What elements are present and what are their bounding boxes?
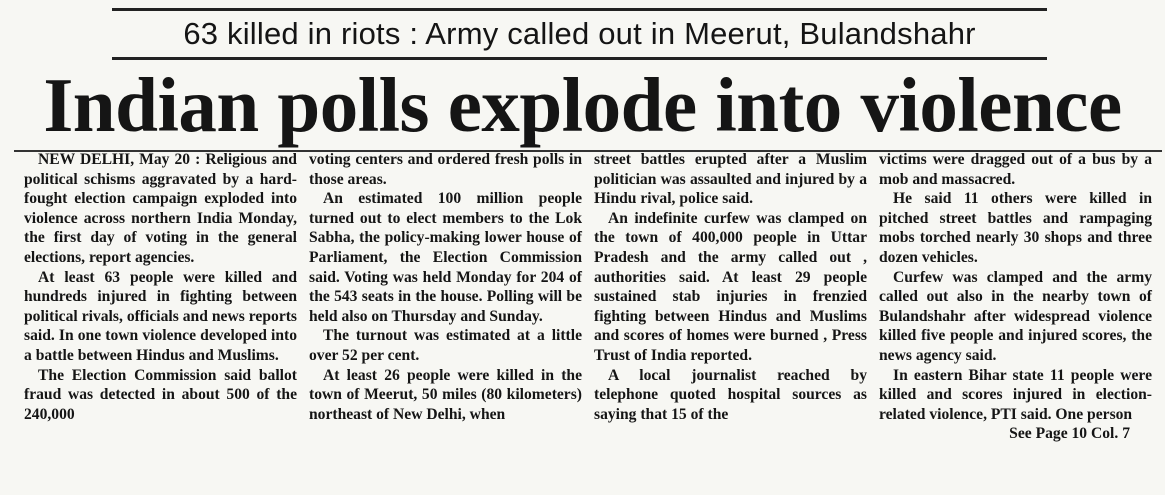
paragraph-9: He said 11 others were killed in pitched street battles and rampaging mobs torched nearly 30 shops and three dozen vehicles. — [879, 190, 1152, 266]
paragraph-2: At least 63 people were killed and hundreds injured in fighting between political rivals, officials and news reports said. In one town violence developed into a battle between Hindus and Muslims. — [24, 268, 297, 364]
article-columns — [18, 150, 1160, 495]
paragraph-11: In eastern Bihar state 11 people were killed and scores injured in election-related violence, PTI said. One person — [879, 366, 1152, 423]
paragraph-continued: street battles erupted after a Muslim politician was assaulted and injured by a Hindu rival, police said. — [594, 151, 867, 208]
paragraph-text: Religious and political schisms aggravated by a hard-fought election campaign exploded into violence across northern India Monday, the first day of voting in the general elections, report agencies. — [24, 151, 297, 266]
paragraph-6: At least 26 people were killed in the town of Meerut, 50 miles (80 kilometers) northeast of New Delhi, when — [309, 366, 582, 423]
column-2 — [303, 150, 588, 495]
column-1 — [18, 150, 303, 495]
kicker-banner — [112, 8, 1047, 60]
paragraph-4: An estimated 100 million people turned out to elect members to the Lok Sabha, the policy-making lower house of Parliament, the Election Commission said. Voting was held Monday for 204 of the 543 seats in the house. Polling will be held also on Thursday and Sunday. — [309, 190, 582, 325]
paragraph-continued: voting centers and ordered fresh polls in those areas. — [309, 151, 582, 188]
paragraph-5: The turnout was estimated at a little over 52 per cent. — [309, 327, 582, 364]
paragraph-1 — [24, 150, 297, 268]
paragraph-continued: victims were dragged out of a bus by a mob and massacred. — [879, 151, 1152, 188]
paragraph-3: The Election Commission said ballot fraud was detected in about 500 of the 240,000 — [24, 366, 297, 423]
column-3 — [588, 150, 873, 495]
headline: Indian polls explode into violence — [43, 62, 1122, 148]
jump-line[interactable]: See Page 10 Col. 7 — [1009, 425, 1130, 443]
dateline: NEW DELHI, May 20 : — [38, 151, 201, 168]
column-4 — [873, 150, 1158, 495]
paragraph-10: Curfew was clamped and the army called out also in the nearby town of Bulandshahr after widespread violence killed five people and injured scores, the news agency said. — [879, 268, 1152, 364]
paragraph-8: A local journalist reached by telephone quoted hospital sources as saying that 15 of the — [594, 366, 867, 423]
paragraph-7: An indefinite curfew was clamped on the town of 400,000 people in Uttar Pradesh and the army called out , authorities said. At least 29 people sustained stab injuries in frenzied fighting between Hindus and Muslims and scores of homes were burned , Press Trust of India reported. — [594, 209, 867, 364]
kicker-text: 63 killed in riots : Army called out in Meerut, Bulandshahr — [183, 16, 976, 51]
